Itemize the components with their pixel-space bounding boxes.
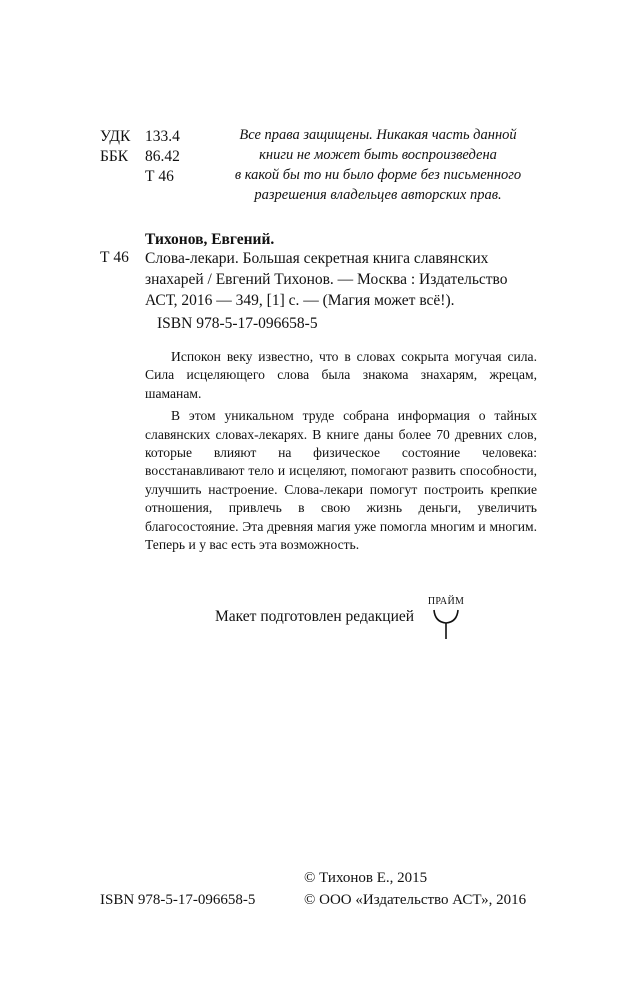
annotation-paragraph: Испокон веку известно, что в словах сокрыта могучая сила. Сила исцеляющего слова была знакома знахарям, жрецам, шаманам. [145, 349, 537, 401]
udk-label: УДК [100, 128, 131, 145]
bbk-value: 86.42 [145, 148, 180, 165]
biblio-isbn: ISBN 978-5-17-096658-5 [157, 315, 318, 332]
biblio-line: АСТ, 2016 — 349, [1] с. — (Магия может всё!). [145, 292, 455, 309]
rights-notice [218, 125, 538, 205]
author-heading: Тихонов, Евгений. [145, 231, 275, 248]
author-mark-code: Т 46 [145, 168, 174, 185]
rights-line: книги не может быть воспроизведена [259, 147, 497, 163]
trident-icon [425, 608, 467, 640]
bbk-label: ББК [100, 148, 129, 165]
praim-logo [425, 596, 467, 642]
praim-logo-text: ПРАЙМ [427, 596, 465, 607]
copyright-publisher: © ООО «Издательство АСТ», 2016 [304, 892, 527, 908]
copyright-isbn: ISBN 978-5-17-096658-5 [100, 892, 256, 908]
udk-value: 133.4 [145, 128, 180, 145]
rights-line: Все права защищены. Никакая часть данной [239, 127, 517, 143]
biblio-author-mark: Т 46 [100, 249, 129, 266]
layout-credit: Макет подготовлен редакцией [215, 608, 415, 625]
rights-line: разрешения владельцев авторских прав. [254, 187, 502, 203]
rights-line: в какой бы то ни было форме без письменного [234, 167, 522, 183]
copyright-author: © Тихонов Е., 2015 [304, 870, 428, 886]
biblio-description [145, 248, 508, 311]
biblio-line: Слова-лекари. Большая секретная книга славянских [145, 250, 489, 267]
biblio-line: знахарей / Евгений Тихонов. — Москва : Издательство [145, 271, 508, 288]
annotation-paragraph: В этом уникальном труде собрана информация о тайных славянских словах-лекарях. В книге даны более 70 древних слов, которые влияют на физическое состояние человека: восстанавливают тело и исцеляют, помогают развить способности, улучшить настроение. Слова-лекари помогут построить крепкие отношения, привлечь в свою жизнь деньги, увеличить благосостояние. Эта древняя магия уже помогла многим и многим. Теперь и у вас есть эта возможность. [145, 408, 537, 553]
annotation [145, 348, 537, 554]
